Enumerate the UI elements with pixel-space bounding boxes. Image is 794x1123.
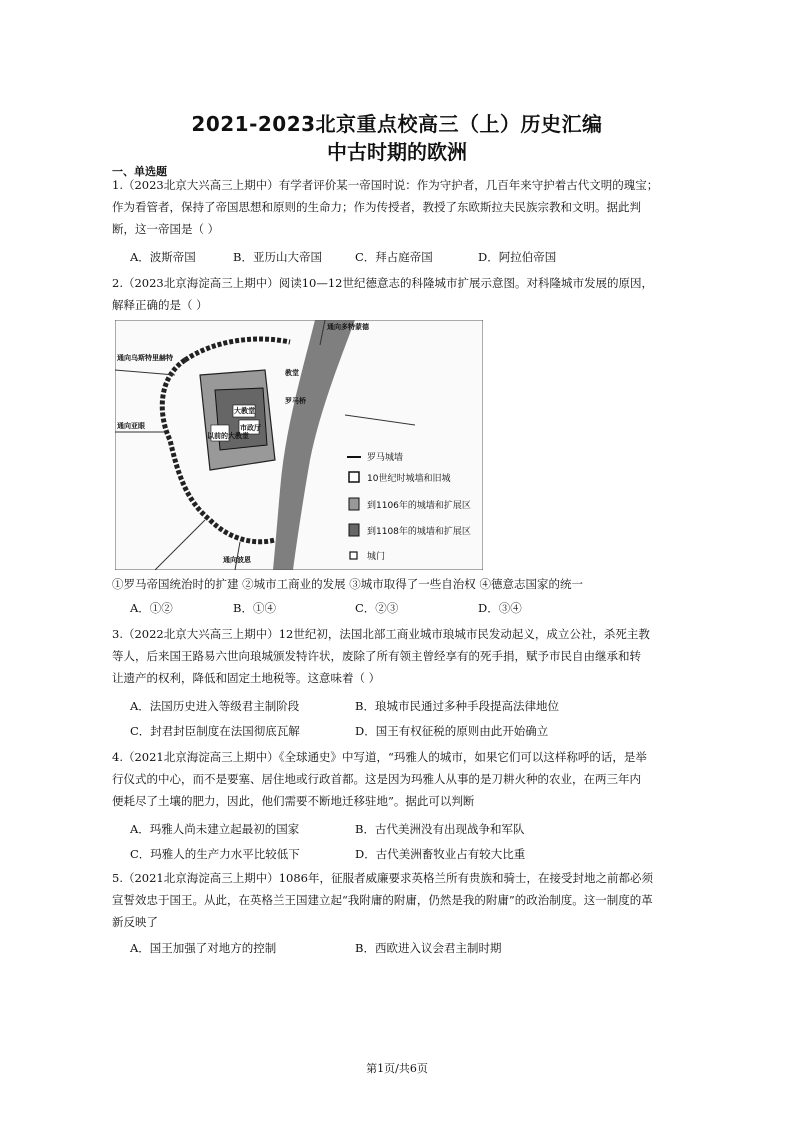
question-2-statement: ①罗马帝国统治时的扩建 ②城市工商业的发展 ③城市取得了一些自治权 ④德意志国家的统一 (112, 577, 583, 591)
map-label-church: 教堂 (285, 369, 299, 377)
map-label-cityhall: 市政厅 (240, 424, 261, 432)
question-1 (112, 174, 686, 240)
map-label-old-cathedral: 以前的大教堂 (207, 432, 249, 440)
option-a: A．玛雅人尚未建立起最初的国家 (130, 822, 300, 836)
question-line: 3.（2022北京大兴高三上期中）12世纪初，法国北部工商业城市琅城市民发动起义，成立公社，杀死主教 (112, 627, 650, 641)
option-b: B．西欧进入议会君主制时期 (355, 941, 502, 955)
option-c: C．封君封臣制度在法国彻底瓦解 (130, 724, 300, 738)
map-label-south: 通向波恩 (223, 556, 251, 564)
option-b: B．亚历山大帝国 (233, 250, 322, 264)
option-a: A．法国历史进入等级君主制阶段 (130, 699, 300, 713)
map-label-cathedral: 大教堂 (234, 407, 255, 415)
question-5 (112, 867, 686, 933)
map-label-north: 通向多特蒙德 (327, 323, 369, 331)
question-line: 5.（2021北京海淀高三上期中）1086年，征服者威廉要求英格兰所有贵族和骑士，在接受封地之前都必须 (112, 871, 654, 885)
legend-item: 罗马城墙 (367, 453, 404, 463)
question-line: 宣誓效忠于国王。从此，在英格兰王国建立起“我附庸的附庸，仍然是我的附庸”的政治制度。这一制度的革 (112, 893, 653, 907)
question-2 (112, 272, 686, 316)
legend-item: 到1106年的城墙和扩展区 (367, 501, 471, 511)
question-line: 解释正确的是（ ） (112, 298, 208, 312)
question-line: 1.（2023北京大兴高三上期中）有学者评价某一帝国时说：作为守护者，几百年来守护着古代文明的瑰宝； (112, 178, 659, 192)
question-line: 让遗产的权利，降低和固定土地税等。这意味着（ ） (112, 671, 381, 685)
option-d: D．阿拉伯帝国 (478, 250, 557, 264)
map-label-rome-bridge: 罗马桥 (285, 397, 306, 405)
map-label-west: 通向亚眼 (117, 422, 145, 430)
legend-item: 10世纪时城墙和旧城 (367, 474, 451, 484)
document-subtitle: 中古时期的欧洲 (327, 140, 467, 164)
option-a: A．国王加强了对地方的控制 (130, 941, 277, 955)
legend-item: 城门 (367, 552, 386, 562)
question-3 (112, 623, 686, 689)
page-number: 第1页/共6页 (366, 1062, 428, 1075)
question-line: 便耗尽了土壤的肥力，因此，他们需要不断地迁移驻地”。据此可以判断 (112, 794, 475, 808)
option-b: B．①④ (233, 601, 276, 615)
question-line: 作为看管者，保持了帝国思想和原则的生命力；作为传授者，教授了东欧斯拉夫民族宗教和文明。据此判 (112, 200, 641, 214)
cologne-expansion-map (115, 320, 483, 570)
option-b: B．琅城市民通过多种手段提高法律地位 (355, 699, 559, 713)
question-line: 断，这一帝国是（ ） (112, 222, 220, 236)
map-label-northwest: 通向乌斯特里赫特 (117, 354, 173, 362)
question-line: 行仪式的中心，而不是要塞、居住地或行政首都。这是因为玛雅人从事的是刀耕火种的农业，在两三年内 (112, 772, 641, 786)
document-title: 2021-2023北京重点校高三（上）历史汇编 (191, 112, 603, 136)
option-d: D．国王有权征税的原则由此开始确立 (355, 724, 549, 738)
option-c: C．②③ (355, 601, 399, 615)
legend-item: 到1108年的城墙和扩展区 (367, 527, 471, 537)
option-a: A．波斯帝国 (130, 250, 196, 264)
question-line: 4.（2021北京海淀高三上期中）《全球通史》中写道，“玛雅人的城市，如果它们可以这样称呼的话，是举 (112, 750, 647, 764)
question-line: 等人，后来国王路易六世向琅城颁发特许状，废除了所有领主曾经享有的死手捐，赋予市民自由继承和转 (112, 649, 641, 663)
option-b: B．古代美洲没有出现战争和军队 (355, 822, 525, 836)
option-d: D．③④ (478, 601, 522, 615)
question-4 (112, 746, 686, 812)
option-c: C．玛雅人的生产力水平比较低下 (130, 847, 300, 861)
option-a: A．①② (130, 601, 173, 615)
option-d: D．古代美洲畜牧业占有较大比重 (355, 847, 526, 861)
section-heading: 一、单选题 (112, 165, 167, 178)
question-line: 新反映了 (112, 915, 158, 929)
option-c: C．拜占庭帝国 (355, 250, 433, 264)
question-line: 2.（2023北京海淀高三上期中）阅读10—12世纪德意志的科隆城市扩展示意图。对科隆城市发展的原因， (112, 276, 654, 290)
